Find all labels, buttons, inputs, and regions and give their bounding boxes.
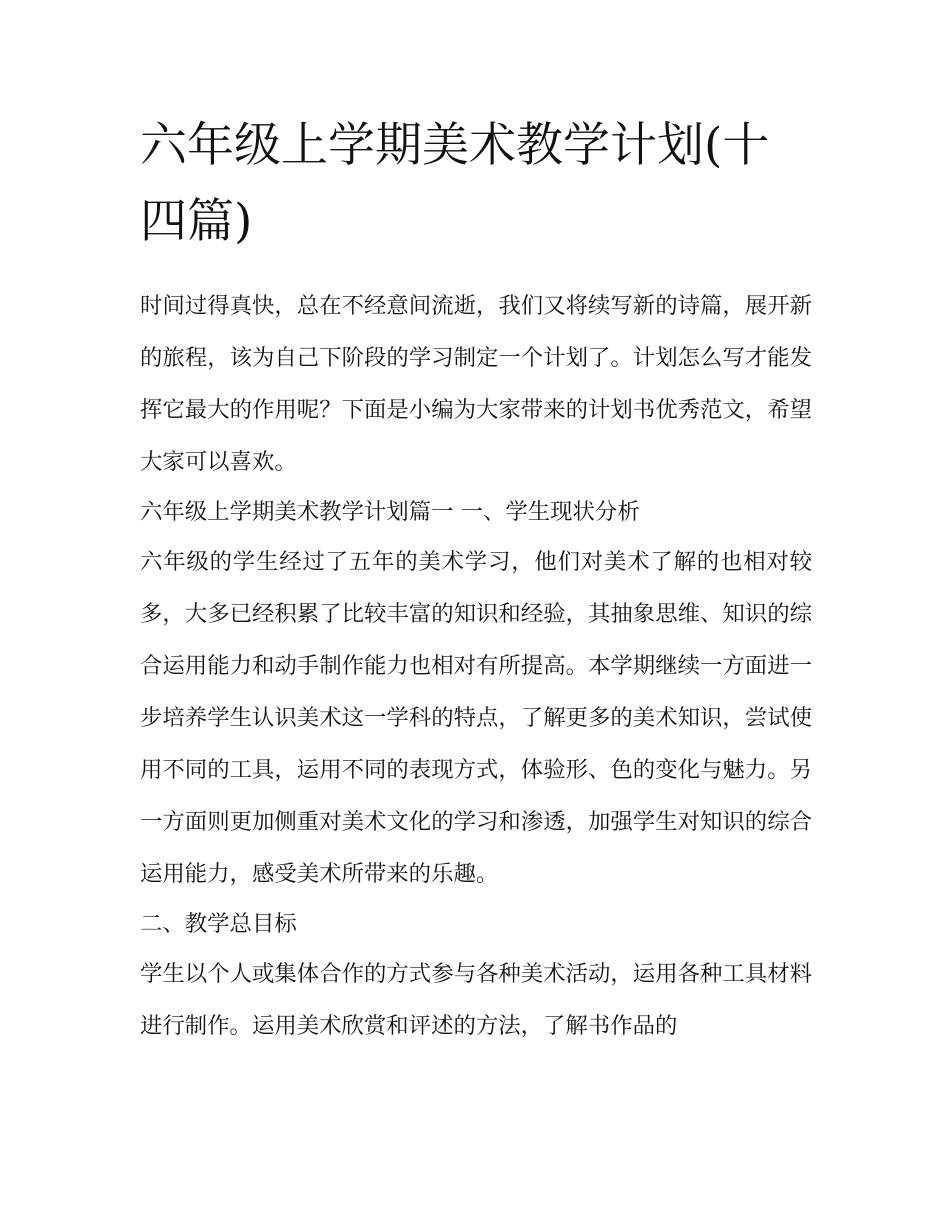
intro-paragraph: 时间过得真快，总在不经意间流逝，我们又将续写新的诗篇，展开新的旅程，该为自己下阶段的学习制定一个计划了。计划怎么写才能发挥它最大的作用呢？下面是小编为大家带来的计划书优秀范文，希望大家可以喜欢。 [140, 293, 812, 475]
document-title: 六年级上学期美术教学计划(十四篇) [140, 118, 770, 249]
section-heading-2: 二、教学总目标 [140, 911, 297, 937]
student-analysis-paragraph: 六年级的学生经过了五年的美术学习，他们对美术了解的也相对较多，大多已经积累了比较丰富的知识和经验，其抽象思维、知识的综合运用能力和动手制作能力也相对有所提高。本学期继续一方面进一步培养学生认识美术这一学科的特点，了解更多的美术知识，尝试使用不同的工具，运用不同的表现方式，体验形、色的变化与魅力。另一方面则更加侧重对美术文化的学习和渗透，加强学生对知识的综合运用能力，感受美术所带来的乐趣。 [140, 549, 812, 887]
section-heading-1: 六年级上学期美术教学计划篇一 一、学生现状分析 [140, 499, 640, 525]
teaching-goals-paragraph: 学生以个人或集体合作的方式参与各种美术活动，运用各种工具材料进行制作。运用美术欣赏和评述的方法，了解书作品的 [140, 961, 812, 1039]
document-page [140, 108, 812, 1052]
